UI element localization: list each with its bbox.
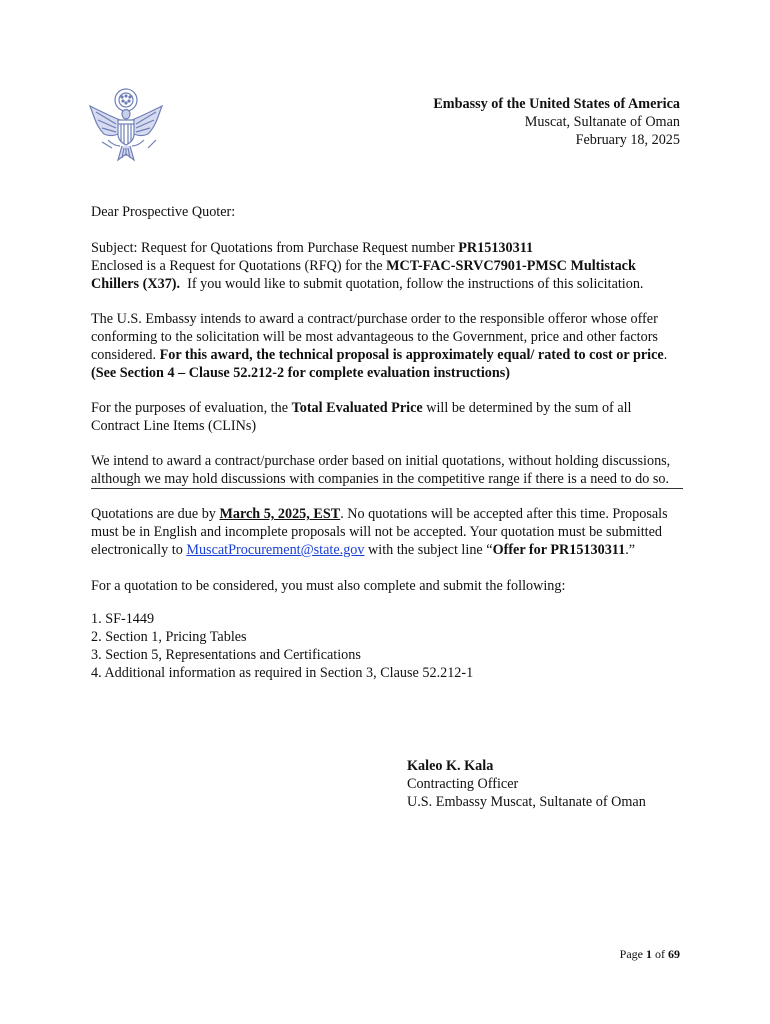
letter-header bbox=[433, 95, 680, 149]
embassy-location: Muscat, Sultanate of Oman bbox=[524, 114, 680, 130]
enclosed-prefix: Enclosed is a Request for Quotations (RFQ) for the bbox=[91, 258, 387, 274]
email-link[interactable]: MuscatProcurement@state.gov bbox=[186, 542, 365, 558]
signer-name: Kaleo K. Kala bbox=[407, 758, 494, 774]
page-label: Page bbox=[619, 947, 646, 961]
subject-pr-number: PR15130311 bbox=[458, 240, 534, 256]
subject-prefix: Subject: Request for Quotations from Purchase Request number bbox=[91, 240, 459, 256]
subject-line-suffix: .” bbox=[625, 542, 636, 558]
eval-prefix: For the purposes of evaluation, the bbox=[91, 400, 292, 416]
us-embassy-seal-icon bbox=[86, 86, 166, 168]
due-date: March 5, 2025, EST bbox=[219, 506, 341, 522]
page-number bbox=[620, 947, 680, 962]
intend-paragraph: We intend to award a contract/purchase order based on initial quotations, without holding discussions, although we may hold discussions with companies in the competitive range if there is a need to do so. bbox=[91, 453, 671, 487]
award-bold: For this award, the technical proposal is approximately equal/ rated to cost or price bbox=[159, 347, 664, 363]
evaluation-paragraph bbox=[91, 399, 682, 435]
total-pages: 69 bbox=[668, 947, 680, 961]
signature-block bbox=[407, 757, 646, 811]
due-suffix: . No quotations will be accepted after this time. Proposals must be in English and incomplete proposals will not be accepted. Your quotation must be submitted electronically to bbox=[91, 506, 668, 558]
due-paragraph bbox=[91, 505, 682, 559]
list-item: 3. Section 5, Representations and Certifications bbox=[91, 647, 361, 663]
signer-org: U.S. Embassy Muscat, Sultanate of Oman bbox=[407, 794, 646, 810]
letter-body bbox=[91, 203, 682, 682]
award-paragraph bbox=[91, 310, 682, 382]
current-page: 1 bbox=[646, 947, 652, 961]
salutation: Dear Prospective Quoter: bbox=[91, 204, 236, 220]
requirements-list bbox=[91, 610, 682, 682]
subject-paragraph bbox=[91, 239, 682, 293]
award-text: The U.S. Embassy intends to award a contract/purchase order to the responsible offeror whose offer conforming to the solicitation will be most advantageous to the Government, price and other factors considered. bbox=[91, 311, 658, 363]
eval-suffix: will be determined by the sum of all Contract Line Items (CLINs) bbox=[91, 400, 632, 434]
section-divider bbox=[91, 488, 683, 489]
award-section: (See Section 4 – Clause 52.212-2 for complete evaluation instructions) bbox=[91, 365, 511, 381]
subject-line-bold: Offer for PR15130311 bbox=[492, 542, 626, 558]
eval-bold: Total Evaluated Price bbox=[291, 400, 423, 416]
of-label: of bbox=[652, 947, 668, 961]
enclosed-item: MCT-FAC-SRVC7901-PMSC Multistack Chillers (X37). bbox=[91, 258, 636, 292]
list-item: 4. Additional information as required in Section 3, Clause 52.212-1 bbox=[91, 665, 474, 681]
enclosed-suffix: If you would like to submit quotation, follow the instructions of this solicitation. bbox=[180, 276, 644, 292]
subject-line-prefix: with the subject line “ bbox=[364, 542, 493, 558]
embassy-name: Embassy of the United States of America bbox=[433, 96, 680, 112]
due-prefix: Quotations are due by bbox=[91, 506, 220, 522]
signer-title: Contracting Officer bbox=[407, 776, 519, 792]
award-dot: . bbox=[663, 347, 668, 363]
consider-paragraph: For a quotation to be considered, you must also complete and submit the following: bbox=[91, 578, 566, 594]
list-item: 2. Section 1, Pricing Tables bbox=[91, 629, 247, 645]
list-item: 1. SF-1449 bbox=[91, 611, 155, 627]
letter-date: February 18, 2025 bbox=[575, 132, 680, 148]
